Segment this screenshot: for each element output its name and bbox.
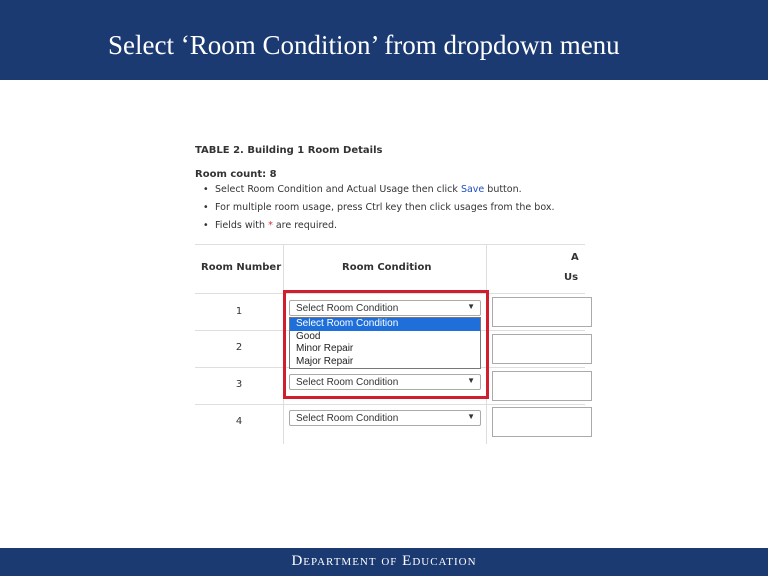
- instruction-item: • Fields with * are required.: [203, 220, 338, 231]
- dropdown-arrow-icon: ▼: [467, 302, 475, 311]
- dropdown-option-select-room-condition[interactable]: Select Room Condition: [290, 318, 480, 331]
- header-room-condition: Room Condition: [342, 262, 432, 273]
- actual-usage-box[interactable]: [492, 297, 592, 327]
- room-number-cell: 3: [235, 379, 243, 390]
- dropdown-option-good[interactable]: Good: [296, 330, 321, 342]
- highlight-box: [283, 290, 489, 399]
- bullet-icon: •: [203, 184, 209, 195]
- table-title: TABLE 2. Building 1 Room Details: [195, 145, 383, 156]
- actual-usage-box[interactable]: [492, 407, 592, 437]
- room-count: Room count: 8: [195, 169, 277, 180]
- header-actual-usage: A: [571, 252, 579, 263]
- required-star-icon: *: [268, 220, 273, 231]
- dropdown-arrow-icon: ▼: [467, 412, 475, 421]
- table-border: [195, 244, 585, 245]
- title-banner: [0, 0, 768, 80]
- table-border: [195, 404, 585, 405]
- bullet-icon: •: [203, 220, 209, 231]
- room-number-cell: 1: [235, 306, 243, 317]
- actual-usage-box[interactable]: [492, 334, 592, 364]
- header-room-number: Room Number: [201, 262, 282, 273]
- instructions-list: [203, 184, 555, 238]
- dropdown-option-minor-repair[interactable]: Minor Repair: [296, 343, 354, 354]
- actual-usage-box[interactable]: [492, 371, 592, 401]
- instruction-item: • Select Room Condition and Actual Usage then click Save button.: [203, 184, 522, 195]
- bullet-icon: •: [203, 202, 209, 213]
- room-number-cell: 2: [235, 342, 243, 353]
- dropdown-option-major-repair[interactable]: Major Repair: [296, 355, 354, 367]
- slide-title: Select ‘Room Condition’ from dropdown menu: [108, 30, 620, 60]
- instruction-item: • For multiple room usage, press Ctrl key then click usages from the box.: [203, 202, 555, 213]
- footer-banner: [0, 548, 768, 576]
- save-link[interactable]: Save: [460, 184, 485, 195]
- select-value: Select Room Condition: [296, 303, 399, 314]
- dropdown-arrow-icon: ▼: [467, 376, 475, 385]
- footer-text: Department of Education: [291, 553, 477, 569]
- header-actual-usage-line2: Us: [564, 272, 579, 283]
- room-condition-select[interactable]: [289, 410, 481, 426]
- select-value: Select Room Condition: [296, 413, 399, 424]
- select-value: Select Room Condition: [296, 377, 399, 388]
- room-number-cell: 4: [235, 416, 243, 427]
